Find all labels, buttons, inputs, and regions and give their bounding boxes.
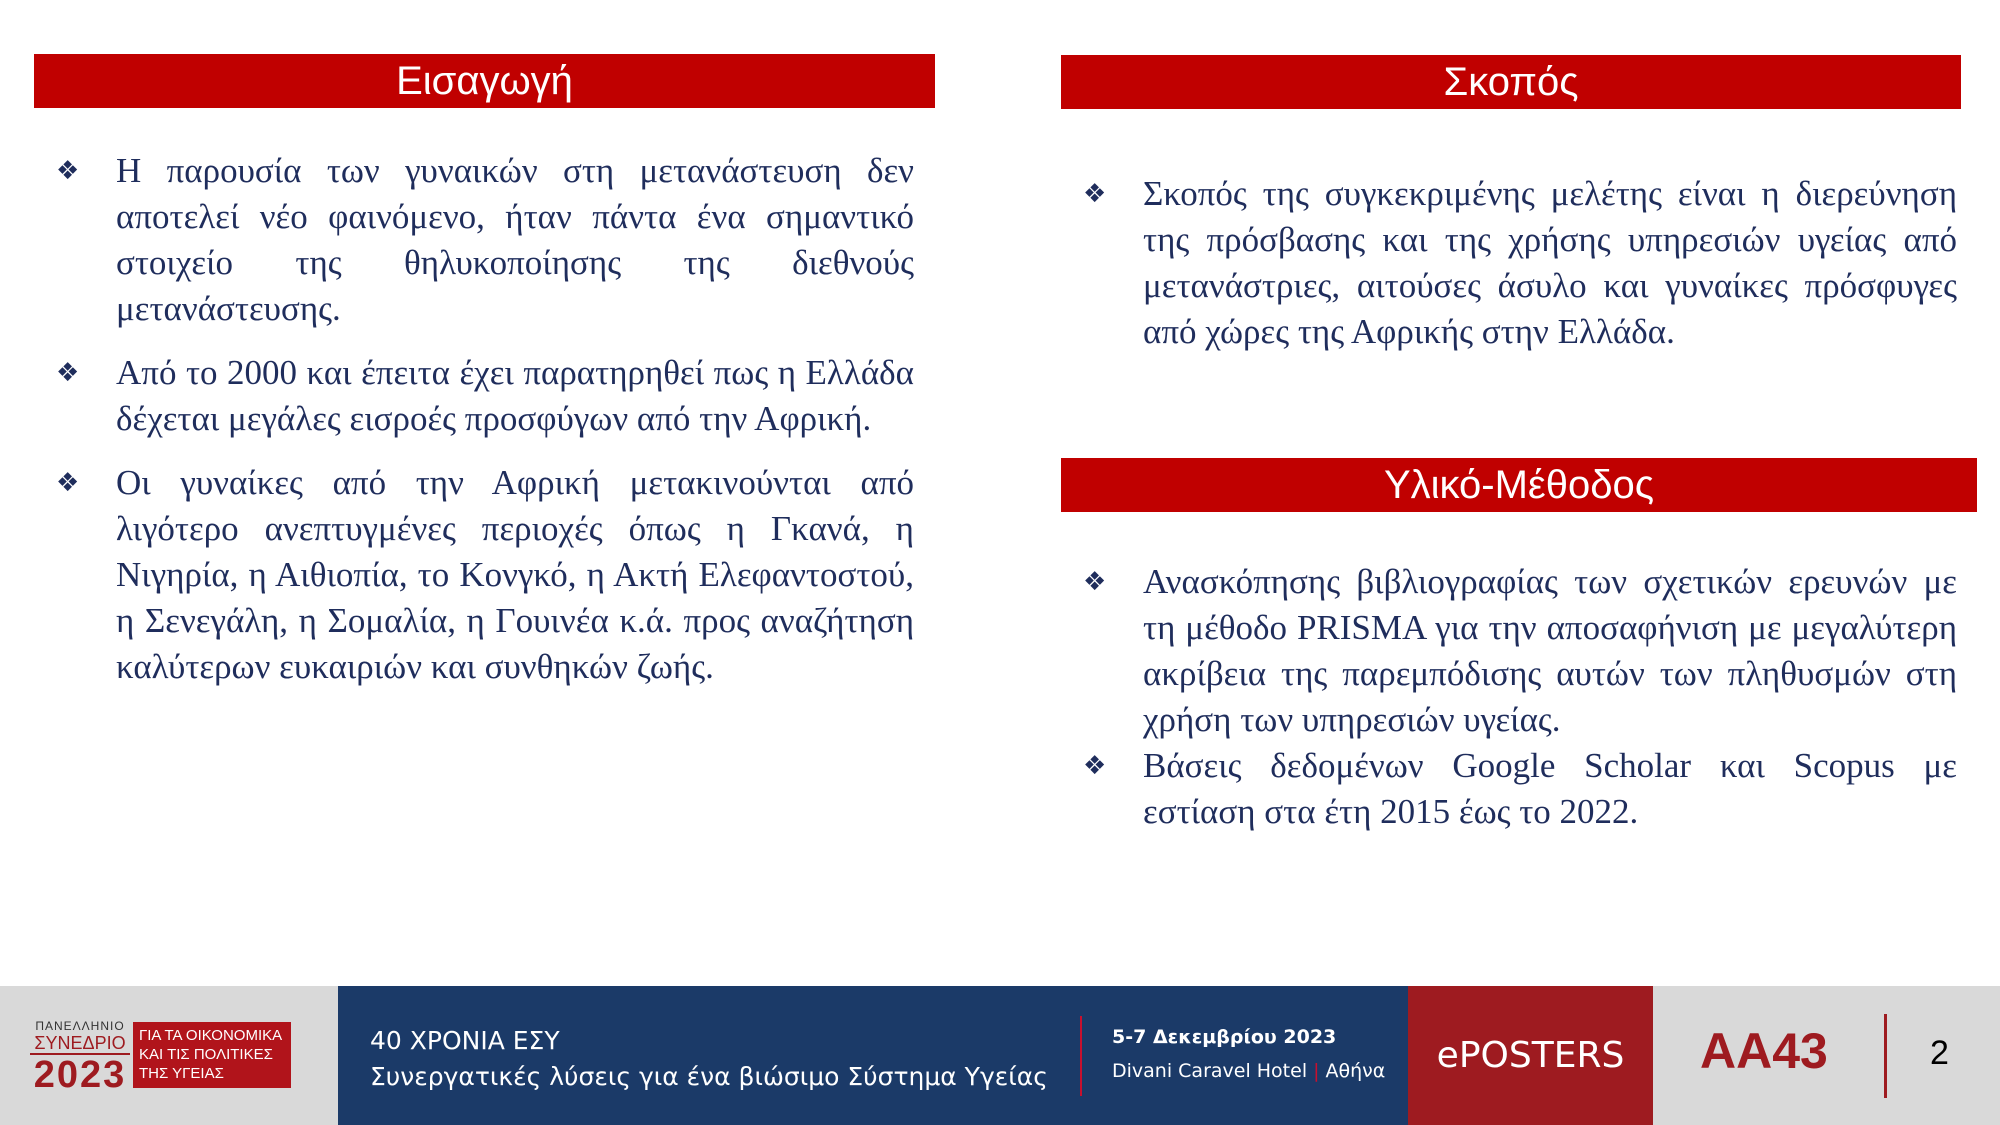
- conference-venue: [1112, 1060, 1385, 1082]
- venue-name: Divani Caravel Hotel: [1112, 1060, 1308, 1082]
- method-bullet: [1061, 743, 1957, 835]
- diamond-bullet-icon: ❖: [56, 358, 80, 388]
- aim-title: Σκοπός: [1443, 59, 1579, 104]
- method-bullet: [1061, 559, 1957, 743]
- diamond-bullet-icon: ❖: [1083, 751, 1107, 781]
- intro-bullet-text: Η παρουσία των γυναικών στη μετανάστευση δεν αποτελεί νέο φαινόμενο, ήταν πάντα ένα σημαντικό στοιχείο της θηλυκοποίησης της διεθνούς μετανάστευσης.: [116, 151, 914, 328]
- intro-bullet-text: Οι γυναίκες από την Αφρική μετακινούνται από λιγότερο ανεπτυγμένες περιοχές όπως η Γκανά, η Νιγηρία, η Αιθιοπία, το Κονγκό, η Ακτή Ελεφαντοστού, η Σενεγάλη, η Σομαλία, η Γουινέα κ.ά. προς αναζήτηση καλύτερων ευκαιριών και συνθηκών ζωής.: [116, 463, 914, 686]
- intro-header: [34, 54, 935, 108]
- intro-title: Εισαγωγή: [396, 58, 573, 103]
- venue-separator: |: [1313, 1060, 1320, 1082]
- logo-red-box: [133, 1022, 291, 1088]
- logo-box-line: ΤΗΣ ΥΓΕΙΑΣ: [139, 1065, 224, 1082]
- venue-city: Αθήνα: [1325, 1060, 1386, 1082]
- logo-box-line: ΚΑΙ ΤΙΣ ΠΟΛΙΤΙΚΕΣ: [139, 1046, 273, 1063]
- conference-subtitle: Συνεργατικές λύσεις για ένα βιώσιμο Σύστημα Υγείας: [370, 1062, 1048, 1091]
- logo-line2: ΣΥΝΕΔΡΙΟ: [30, 1033, 130, 1055]
- aim-bullet: [1061, 171, 1957, 355]
- diamond-bullet-icon: ❖: [1083, 179, 1107, 209]
- method-bullet-text: Βάσεις δεδομένων Google Scholar και Scopus με εστίαση στα έτη 2015 έως το 2022.: [1143, 746, 1957, 831]
- aim-bullet-list: [1061, 171, 1957, 355]
- conference-date: 5-7 Δεκεμβρίου 2023: [1112, 1026, 1337, 1048]
- logo-wordmark: [30, 1019, 130, 1095]
- footer-divider: [1080, 1016, 1082, 1096]
- intro-bullet-text: Από το 2000 και έπειτα έχει παρατηρηθεί πως η Ελλάδα δέχεται μεγάλες εισροές προσφύγων από την Αφρική.: [116, 353, 914, 438]
- code-divider: [1884, 1014, 1887, 1098]
- aim-bullet-text: Σκοπός της συγκεκριμένης μελέτης είναι η διερεύνηση της πρόσβασης και της χρήσης υπηρεσιών υγείας από μετανάστριες, αιτούσες άσυλο και γυναίκες πρόσφυγες από χώρες της Αφρικής στην Ελλάδα.: [1143, 174, 1957, 351]
- logo-line1: ΠΑΝΕΛΛΗΝΙΟ: [35, 1019, 125, 1033]
- footer-banner: [0, 986, 2000, 1125]
- footer-blue-band: [338, 986, 1408, 1125]
- logo-year: 2023: [33, 1054, 127, 1096]
- diamond-bullet-icon: ❖: [1083, 567, 1107, 597]
- method-bullet-text: Ανασκόπησης βιβλιογραφίας των σχετικών ερευνών με τη μέθοδο PRISMA για την αποσαφήνιση με μεγαλύτερη ακρίβεια της παρεμπόδισης αυτών των πληθυσμών στη χρήση των υπηρεσιών υγείας.: [1143, 562, 1957, 739]
- diamond-bullet-icon: ❖: [56, 156, 80, 186]
- method-header: [1061, 458, 1977, 512]
- intro-bullet: [34, 460, 914, 690]
- conference-logo: [0, 986, 338, 1125]
- page-number: 2: [1930, 1034, 1949, 1072]
- intro-bullet-list: [34, 148, 914, 690]
- method-title: Υλικό-Μέθοδος: [1383, 462, 1655, 507]
- aim-header: [1061, 55, 1961, 109]
- logo-box-line: ΓΙΑ ΤΑ ΟΙΚΟΝΟΜΙΚΑ: [139, 1027, 283, 1044]
- intro-bullet: [34, 148, 914, 332]
- conference-title: 40 ΧΡΟΝΙΑ ΕΣΥ: [370, 1026, 560, 1055]
- eposters-label: ePOSTERS: [1436, 1035, 1625, 1076]
- intro-bullet: [34, 350, 914, 442]
- method-bullet-list: [1061, 559, 1957, 835]
- diamond-bullet-icon: ❖: [56, 468, 80, 498]
- poster-code: ΑΑ43: [1700, 1023, 1828, 1079]
